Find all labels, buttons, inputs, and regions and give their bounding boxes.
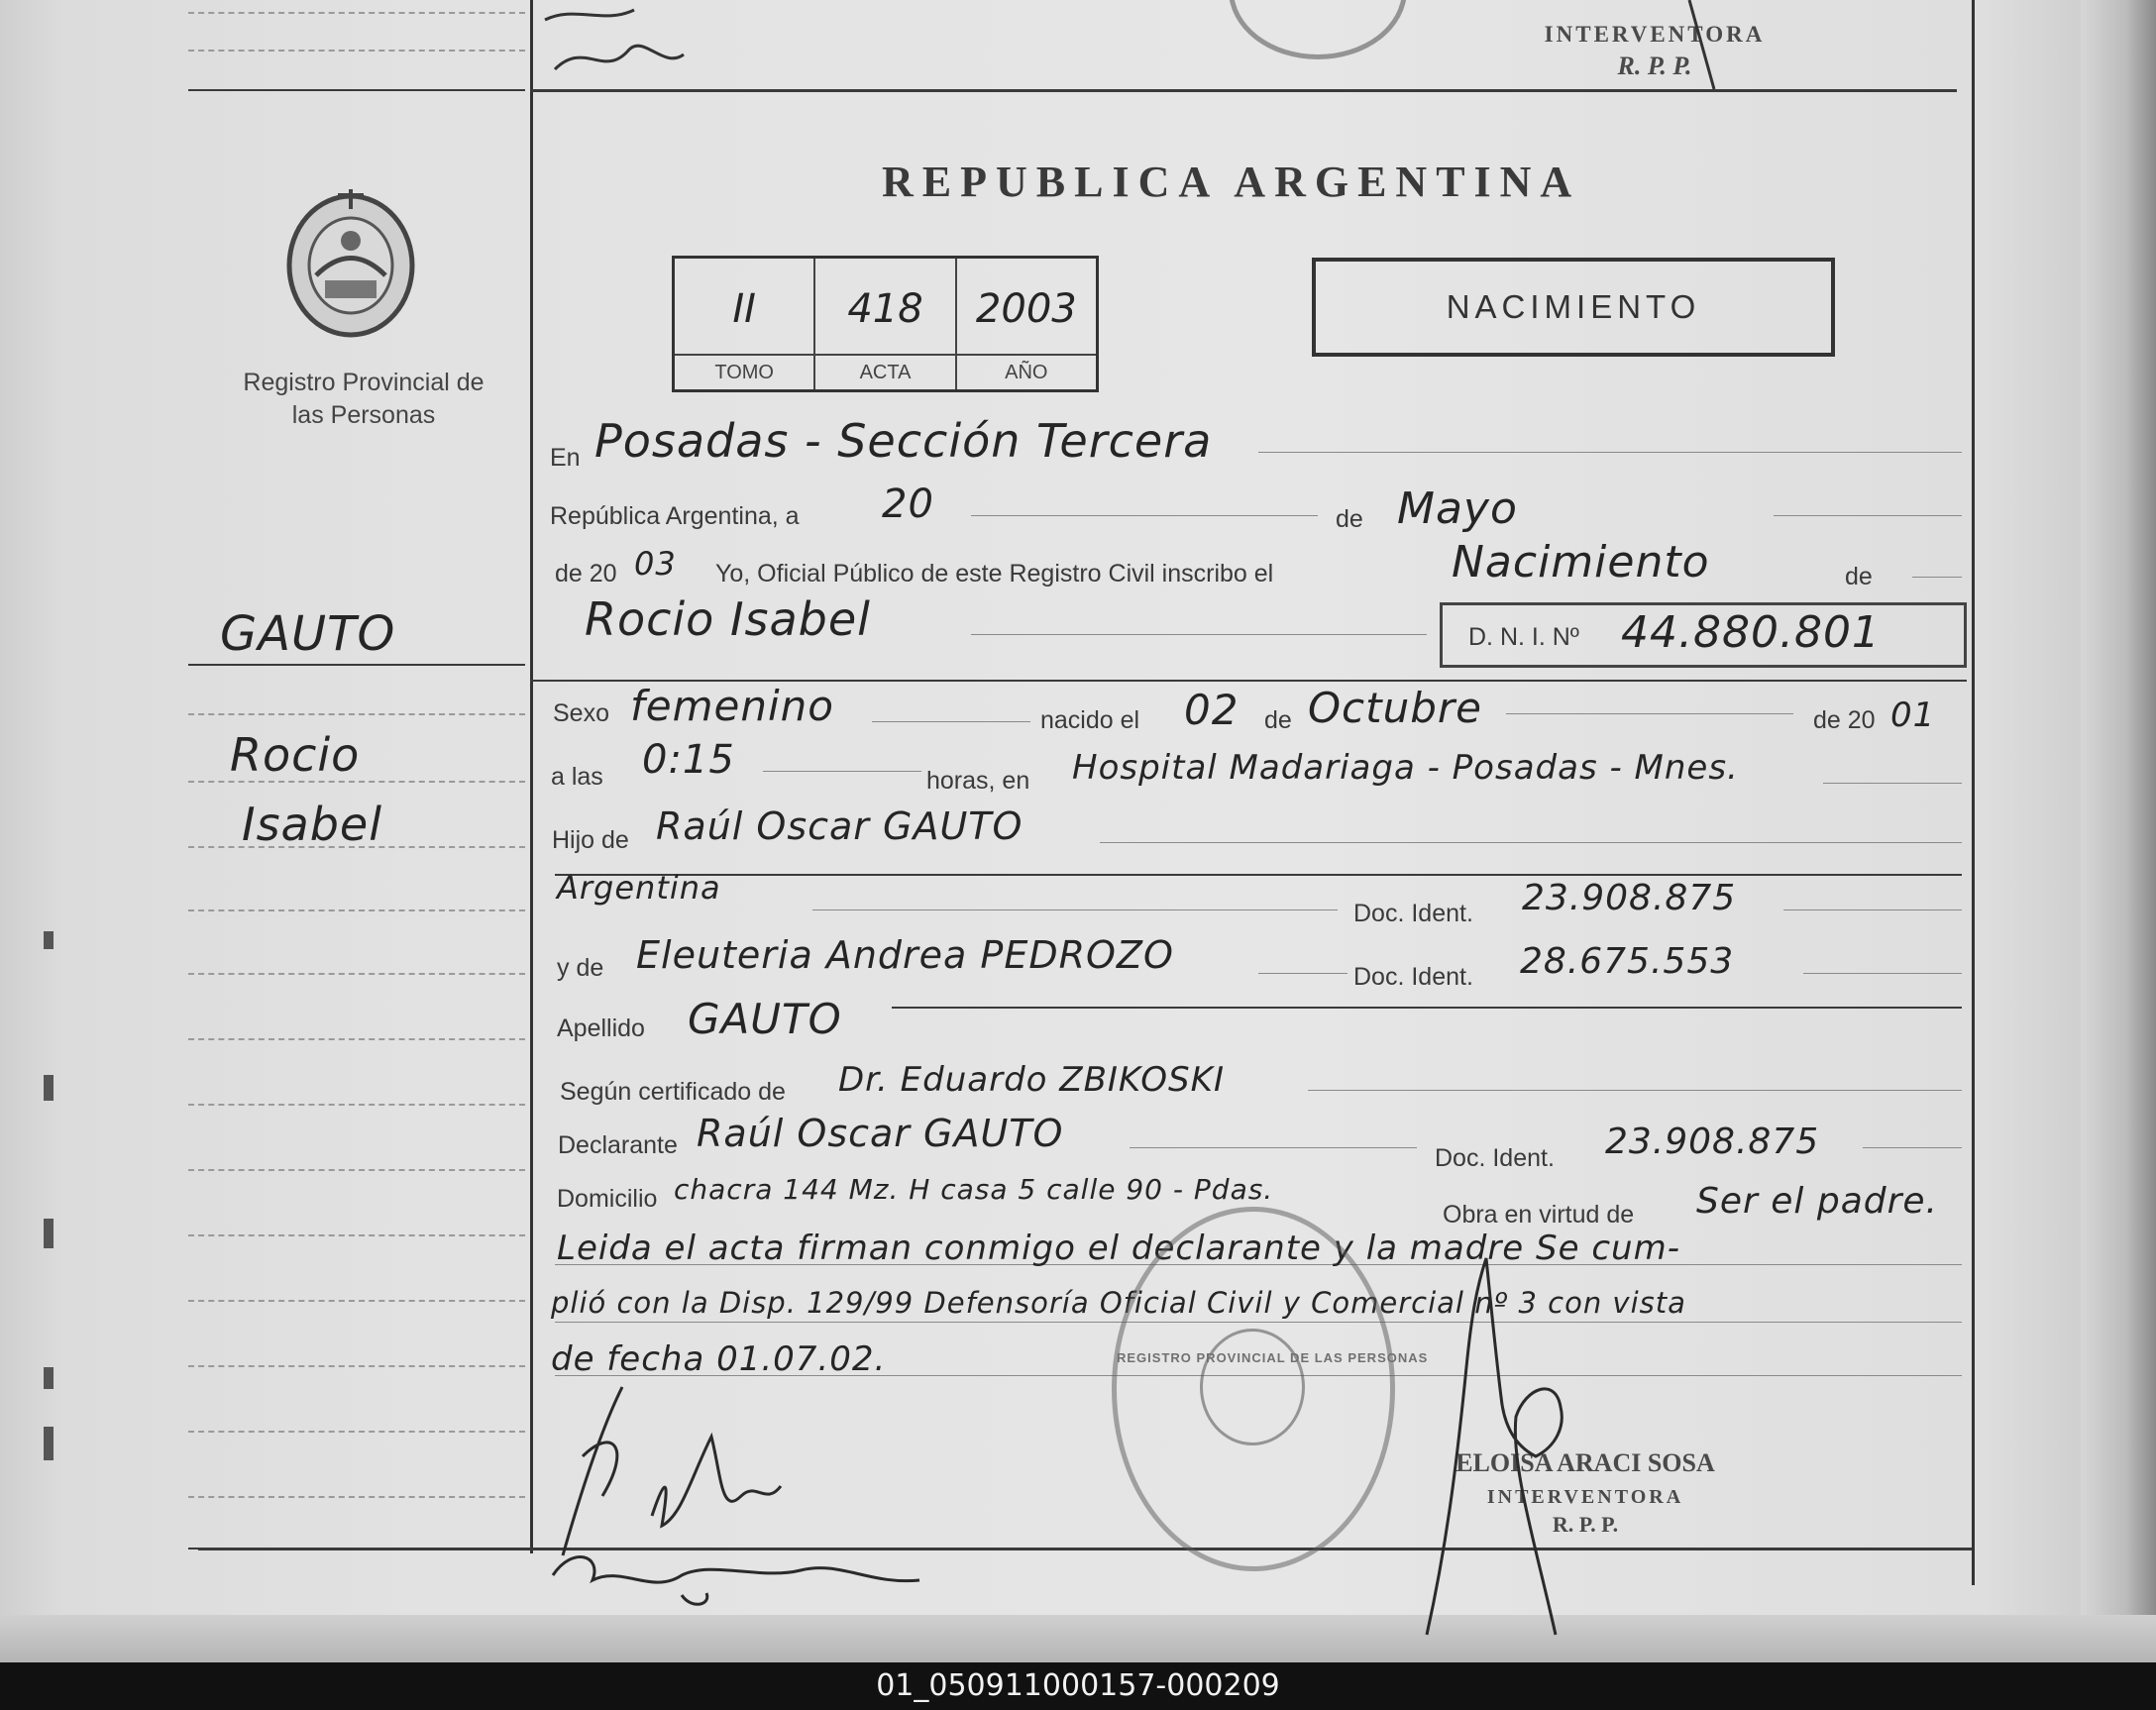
registry-label: Registro Provincial de las Personas — [243, 369, 485, 429]
father-doc-label: Doc. Ident. — [1353, 900, 1473, 927]
form-line — [1774, 515, 1962, 516]
ano-value: 2003 — [975, 286, 1077, 332]
margin-given-name-1: Rocio — [230, 728, 361, 782]
province-coat-of-arms — [280, 181, 421, 340]
form-line — [872, 721, 1030, 722]
form-line — [892, 1007, 1962, 1009]
official-name: ELOISA ARACI SOSA — [1455, 1448, 1715, 1477]
margin-dotted-line — [188, 12, 525, 14]
form-line — [1258, 452, 1962, 453]
mother-doc-label: Doc. Ident. — [1353, 963, 1473, 991]
doctor-name: Dr. Eduardo ZBIKOSKI — [838, 1060, 1225, 1100]
seal-inner-ring — [1200, 1329, 1305, 1445]
acta-label: ACTA — [815, 354, 954, 389]
margin-mark — [44, 1367, 54, 1389]
form-line — [1130, 1147, 1417, 1148]
acta-value: 418 — [847, 286, 923, 332]
father-name: Raúl Oscar GAUTO — [656, 804, 1024, 848]
event-de-label: de — [1845, 563, 1873, 590]
form-line — [1783, 909, 1962, 910]
form-bottom-rule — [198, 1548, 1972, 1550]
top-signature — [535, 0, 713, 89]
margin-dotted-line — [188, 909, 525, 911]
margin-dotted-line — [188, 1431, 525, 1433]
a-las-label: a las — [551, 763, 603, 791]
horas-label: horas, en — [926, 767, 1030, 795]
republic-label: República Argentina, a — [550, 502, 800, 530]
birth-year-suffix: 01 — [1890, 695, 1936, 735]
form-left-border — [530, 0, 533, 1553]
acta-cell — [815, 259, 956, 389]
birth-de-label: de — [1264, 706, 1292, 734]
ano-cell — [957, 259, 1096, 389]
obra-label: Obra en virtud de — [1443, 1201, 1635, 1229]
tomo-value: II — [732, 286, 756, 332]
form-right-border — [1972, 0, 1975, 1585]
margin-dotted-line — [188, 1038, 525, 1040]
form-line — [812, 909, 1338, 910]
margin-dotted-line — [188, 1234, 525, 1236]
record-year-suffix: 03 — [634, 545, 677, 583]
seal-stamp-fragment — [1229, 0, 1407, 59]
top-stamp-office: R. P. P. — [1617, 52, 1692, 80]
year-prefix-label: de 20 — [555, 560, 617, 588]
certificate-type: NACIMIENTO — [1312, 258, 1835, 357]
sexo-value: femenino — [630, 682, 834, 730]
apellido-value: GAUTO — [688, 995, 842, 1043]
margin-mark — [44, 1219, 54, 1248]
form-line — [1100, 842, 1962, 843]
form-line — [1823, 783, 1962, 784]
country-title: REPUBLICA ARGENTINA — [882, 158, 1581, 206]
binding-edge — [2081, 0, 2156, 1662]
apellido-label: Apellido — [557, 1015, 645, 1042]
birth-place: Hospital Madariaga - Posadas - Mnes. — [1072, 748, 1739, 788]
margin-dotted-line — [188, 1104, 525, 1106]
margin-mark — [44, 1075, 54, 1101]
declarante-label: Declarante — [558, 1131, 678, 1159]
tomo-cell — [675, 259, 815, 389]
declarante-doc-label: Doc. Ident. — [1435, 1144, 1555, 1172]
father-nationality: Argentina — [557, 869, 721, 907]
page-bottom-edge — [0, 1615, 2156, 1662]
form-line — [1506, 713, 1793, 714]
top-stamp-role: INTERVENTORA — [1544, 22, 1766, 47]
margin-top-rule — [188, 89, 525, 91]
note-line-2: plió con la Disp. 129/99 Defensoría Oficial Civil y Comercial nº 3 con vista — [551, 1286, 1686, 1320]
form-line — [763, 771, 921, 772]
image-caption: 01_050911000157-000209 — [0, 1662, 2156, 1710]
form-line — [1863, 1147, 1962, 1148]
official-office: R. P. P. — [1552, 1512, 1619, 1537]
record-month: Mayo — [1397, 483, 1518, 534]
margin-dotted-line — [188, 1496, 525, 1498]
dni-value: 44.880.801 — [1621, 607, 1881, 658]
en-label: En — [550, 444, 581, 472]
note-line-3: de fecha 01.07.02. — [551, 1339, 887, 1379]
margin-dotted-line — [188, 973, 525, 975]
form-line — [1258, 973, 1348, 974]
dni-label: D. N. I. Nº — [1468, 623, 1579, 651]
form-line — [1912, 577, 1962, 578]
margin-surname: GAUTO — [220, 606, 396, 662]
margin-dotted-line — [188, 1169, 525, 1171]
official-role: INTERVENTORA — [1486, 1486, 1684, 1508]
margin-mark — [44, 931, 54, 949]
birth-month: Octubre — [1308, 684, 1483, 732]
birth-year-label: de 20 — [1813, 706, 1876, 734]
declarante-doc: 23.908.875 — [1605, 1122, 1820, 1162]
form-line — [971, 515, 1318, 516]
form-line — [971, 634, 1427, 635]
hijo-label: Hijo de — [552, 826, 629, 854]
registrar-text: Yo, Oficial Público de este Registro Civil inscribo el — [715, 560, 1274, 588]
official-seal — [1112, 1207, 1429, 1571]
margin-name-rule — [188, 664, 525, 666]
certificado-label: Según certificado de — [560, 1078, 786, 1106]
form-line — [1803, 973, 1962, 974]
dni-box — [1440, 602, 1967, 668]
declarante-name: Raúl Oscar GAUTO — [697, 1112, 1064, 1155]
margin-dotted-line — [188, 50, 525, 52]
seal-ring-text: REGISTRO PROVINCIAL DE LAS PERSONAS — [1117, 1350, 1429, 1365]
form-line — [555, 874, 1962, 876]
record-reference-table — [672, 256, 1099, 392]
place-value: Posadas - Sección Tercera — [594, 414, 1213, 468]
margin-dotted-line — [188, 1365, 525, 1367]
margin-given-name-2: Isabel — [242, 798, 383, 851]
domicilio-value: chacra 144 Mz. H casa 5 calle 90 - Pdas. — [674, 1173, 1274, 1206]
sexo-label: Sexo — [553, 699, 609, 727]
father-signature — [543, 1367, 939, 1615]
obra-value: Ser el padre. — [1696, 1181, 1938, 1222]
mother-doc: 28.675.553 — [1520, 941, 1735, 982]
ano-label: AÑO — [957, 354, 1096, 389]
tomo-label: TOMO — [675, 354, 813, 389]
y-de-label: y de — [557, 954, 604, 982]
margin-mark — [44, 1427, 54, 1460]
event-value: Nacimiento — [1452, 537, 1710, 588]
nacido-label: nacido el — [1040, 706, 1140, 734]
mother-name: Eleuteria Andrea PEDROZO — [636, 933, 1174, 977]
note-line-1: Leida el acta firman conmigo el declarante y la madre Se cum- — [557, 1229, 1680, 1268]
birth-time: 0:15 — [642, 737, 735, 783]
record-day: 20 — [882, 481, 934, 527]
month-de-label: de — [1336, 505, 1363, 533]
birth-day: 02 — [1184, 686, 1240, 734]
top-stamp-tick — [1684, 0, 1724, 94]
child-name: Rocio Isabel — [585, 592, 871, 646]
form-line — [1308, 1090, 1962, 1091]
father-doc: 23.908.875 — [1522, 878, 1737, 918]
domicilio-label: Domicilio — [557, 1185, 658, 1213]
margin-dotted-line — [188, 713, 525, 715]
margin-dotted-line — [188, 1300, 525, 1302]
official-signature — [1387, 1169, 1605, 1645]
form-top-rule — [530, 89, 1957, 92]
